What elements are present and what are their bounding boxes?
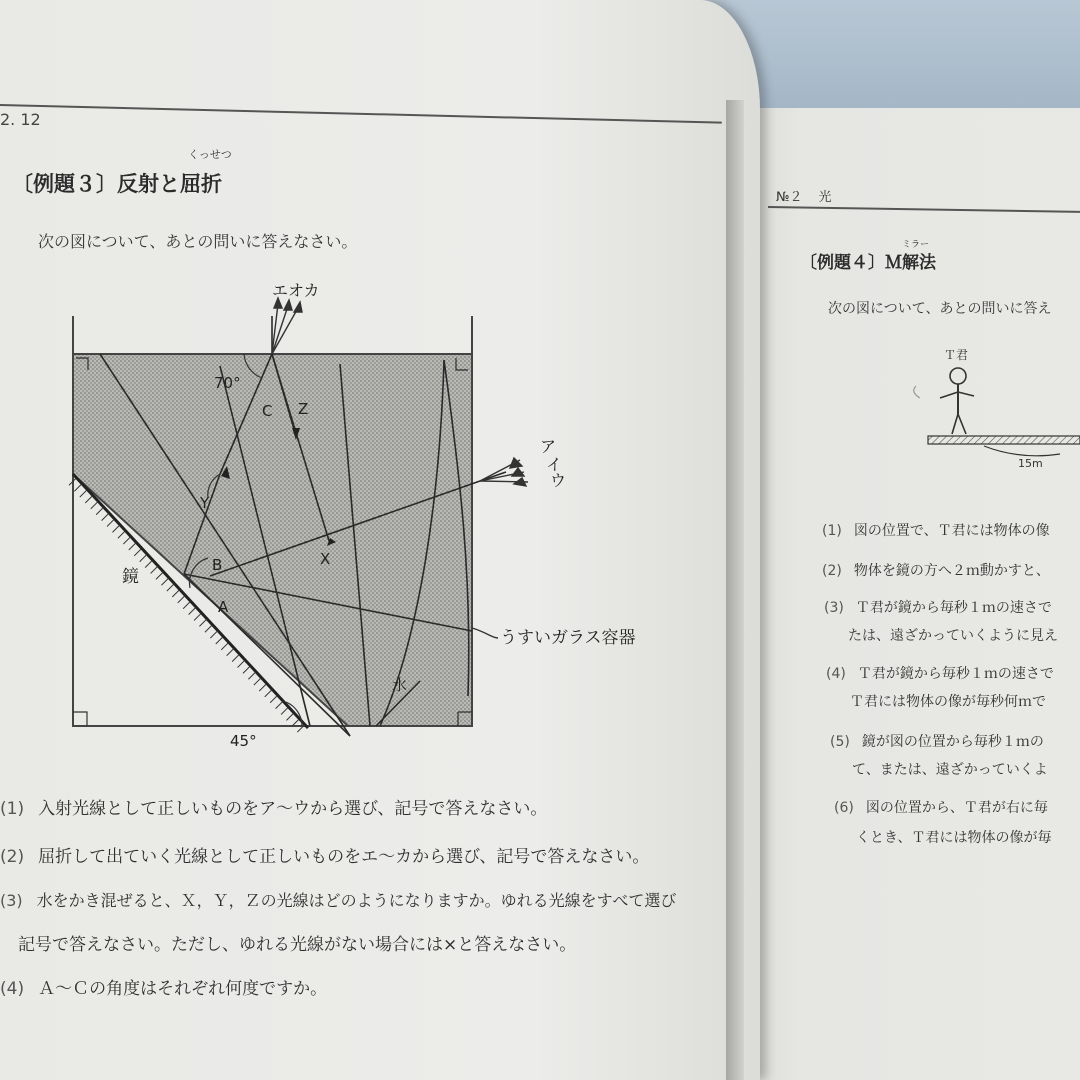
label-y: Y bbox=[200, 494, 210, 512]
question-3: (3) 水をかき混ぜると、Ｘ，Ｙ，Ｚの光線はどのようになりますか。ゆれる光線をすべて選び bbox=[0, 891, 677, 910]
floor bbox=[928, 436, 1080, 444]
right-question-5: (5) 鏡が図の位置から毎秒１ｍの bbox=[830, 734, 1044, 750]
instruction-text-4: 次の図について、あとの問いに答え bbox=[828, 301, 1052, 317]
right-question-4-cont: Ｔ君には物体の像が毎秒何ｍで bbox=[850, 694, 1046, 710]
right-question-6-cont: くとき、Ｔ君には物体の像が毎 bbox=[856, 830, 1052, 846]
person-leg bbox=[952, 414, 958, 434]
section-title: 〔例題３〕反射と屈折 bbox=[12, 172, 222, 196]
motion-mark bbox=[914, 386, 920, 398]
section-title-4: 〔例題４〕Ｍ解法 bbox=[800, 253, 936, 273]
label-c: C bbox=[262, 402, 273, 420]
right-angle-mark bbox=[73, 712, 87, 726]
refraction-figure bbox=[40, 276, 680, 746]
distance-label: 15m bbox=[1018, 457, 1043, 470]
book-gutter bbox=[726, 100, 744, 1080]
label-a: A bbox=[218, 598, 229, 616]
question-4: (4) Ａ～Ｃの角度はそれぞれ何度ですか。 bbox=[0, 979, 328, 999]
label-ray-u: ウ bbox=[550, 471, 567, 490]
right-question-6: (6) 図の位置から、Ｔ君が右に毎 bbox=[834, 800, 1048, 816]
right-question-1: (1) 図の位置で、Ｔ君には物体の像 bbox=[822, 523, 1050, 539]
question-2: (2) 屈折して出ていく光線として正しいものをエ～カから選び、記号で答えなさい。 bbox=[0, 847, 650, 867]
label-mirror: 鏡 bbox=[122, 567, 139, 587]
label-angle-45: 45° bbox=[230, 732, 257, 746]
page-number: 2. 12 bbox=[0, 110, 41, 129]
question-3-cont: 記号で答えなさい。ただし、ゆれる光線がない場合には×と答えなさい。 bbox=[18, 935, 577, 955]
ruby-reading-mirror: ミラー bbox=[902, 240, 930, 250]
distance-arc bbox=[984, 446, 1060, 456]
label-b: B bbox=[212, 556, 223, 574]
right-question-5-cont: て、または、遠ざかっていくよ bbox=[852, 762, 1048, 778]
person-arm bbox=[940, 392, 958, 398]
right-question-4: (4) Ｔ君が鏡から毎秒１ｍの速さで bbox=[826, 666, 1054, 682]
label-z: Z bbox=[298, 400, 309, 418]
label-glass-container: うすいガラス容器 bbox=[500, 628, 636, 648]
ruby-reading: くっせつ bbox=[188, 148, 232, 161]
outgoing-rays bbox=[272, 298, 302, 354]
person-head bbox=[950, 368, 966, 384]
person-leg bbox=[958, 414, 966, 434]
right-question-3: (3) Ｔ君が鏡から毎秒１ｍの速さで bbox=[824, 600, 1052, 616]
person-arm bbox=[958, 392, 974, 396]
right-page-header: №２ 光 bbox=[776, 190, 832, 205]
right-question-3-cont: たは、遠ざかっていくように見え bbox=[848, 628, 1058, 644]
label-ray-i: イ bbox=[546, 455, 563, 474]
right-question-2: (2) 物体を鏡の方へ２ｍ動かすと、 bbox=[822, 563, 1050, 579]
glass-callout-line bbox=[472, 628, 498, 638]
label-out-rays: エオカ bbox=[272, 281, 320, 300]
question-1: (1) 入射光線として正しいものをア～ウから選び、記号で答えなさい。 bbox=[0, 799, 548, 819]
label-water: 水 bbox=[392, 676, 408, 694]
label-t-kun: Ｔ君 bbox=[944, 348, 969, 362]
mirror-figure bbox=[900, 362, 1080, 462]
instruction-text: 次の図について、あとの問いに答えなさい。 bbox=[38, 232, 358, 251]
label-x: X bbox=[320, 550, 331, 568]
label-angle-70: 70° bbox=[214, 374, 241, 392]
label-ray-a: ア bbox=[540, 437, 557, 456]
